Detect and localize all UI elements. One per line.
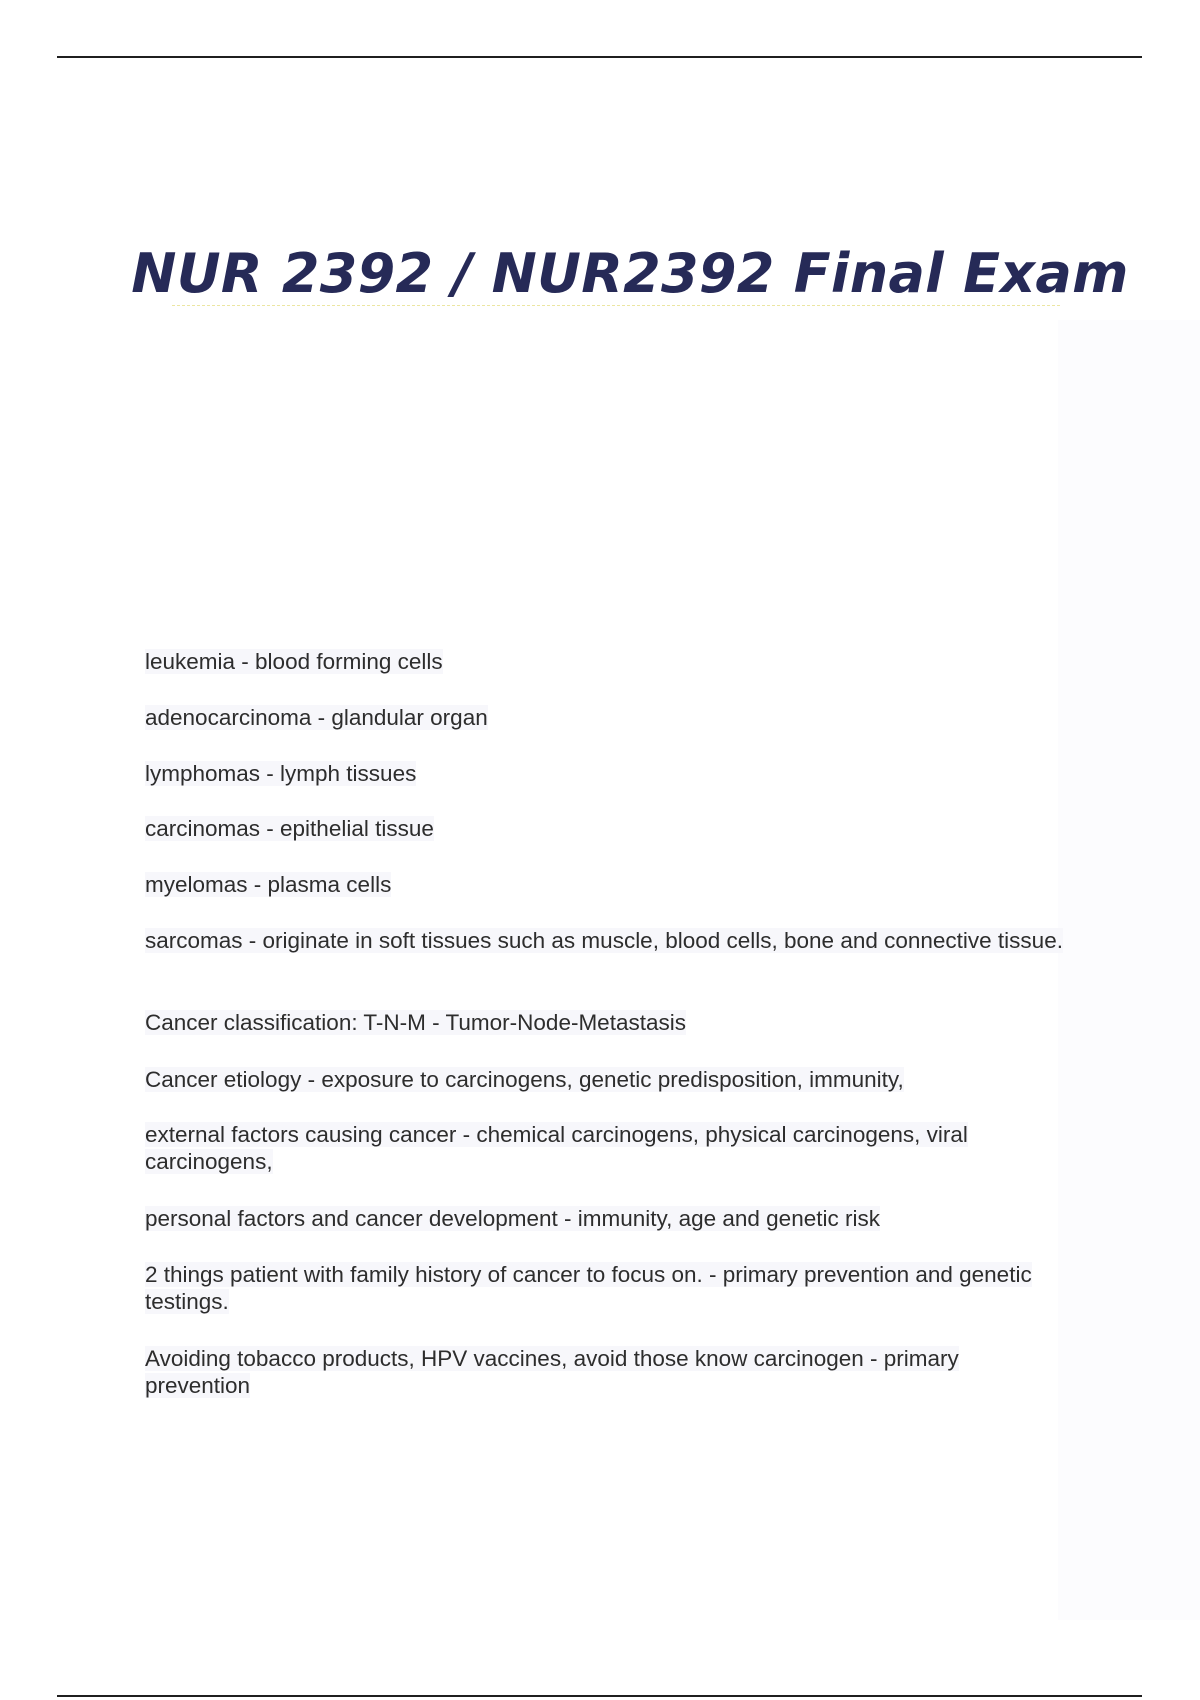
flashcard-item: lymphomas - lymph tissues: [145, 761, 417, 786]
bottom-rule: [57, 1695, 1142, 1697]
background-panel: [1058, 320, 1200, 1620]
document-title: NUR 2392 / NUR2392 Final Exam: [131, 242, 1129, 305]
flashcard-item: carcinomas - epithelial tissue: [145, 816, 434, 841]
flashcard-item: Cancer classification: T-N-M - Tumor-Node-Metastasis: [145, 1010, 686, 1035]
flashcard-item: 2 things patient with family history of cancer to focus on. - primary prevention and genetic testings.: [145, 1262, 1032, 1314]
flashcard-item: personal factors and cancer development - immunity, age and genetic risk: [145, 1206, 880, 1231]
flashcard-item: Cancer etiology - exposure to carcinogens, genetic predisposition, immunity,: [145, 1067, 904, 1092]
top-rule: [57, 56, 1142, 58]
flashcard-item: myelomas - plasma cells: [145, 872, 392, 897]
flashcard-item: sarcomas - originate in soft tissues such as muscle, blood cells, bone and connective tissue.: [145, 928, 1063, 953]
flashcard-item: leukemia - blood forming cells: [145, 649, 443, 674]
flashcard-item: adenocarcinoma - glandular organ: [145, 705, 488, 730]
flashcard-item: external factors causing cancer - chemical carcinogens, physical carcinogens, viral carcinogens,: [145, 1122, 968, 1174]
title-underline: [172, 305, 1060, 306]
flashcard-item: Avoiding tobacco products, HPV vaccines, avoid those know carcinogen - primary prevention: [145, 1346, 959, 1398]
